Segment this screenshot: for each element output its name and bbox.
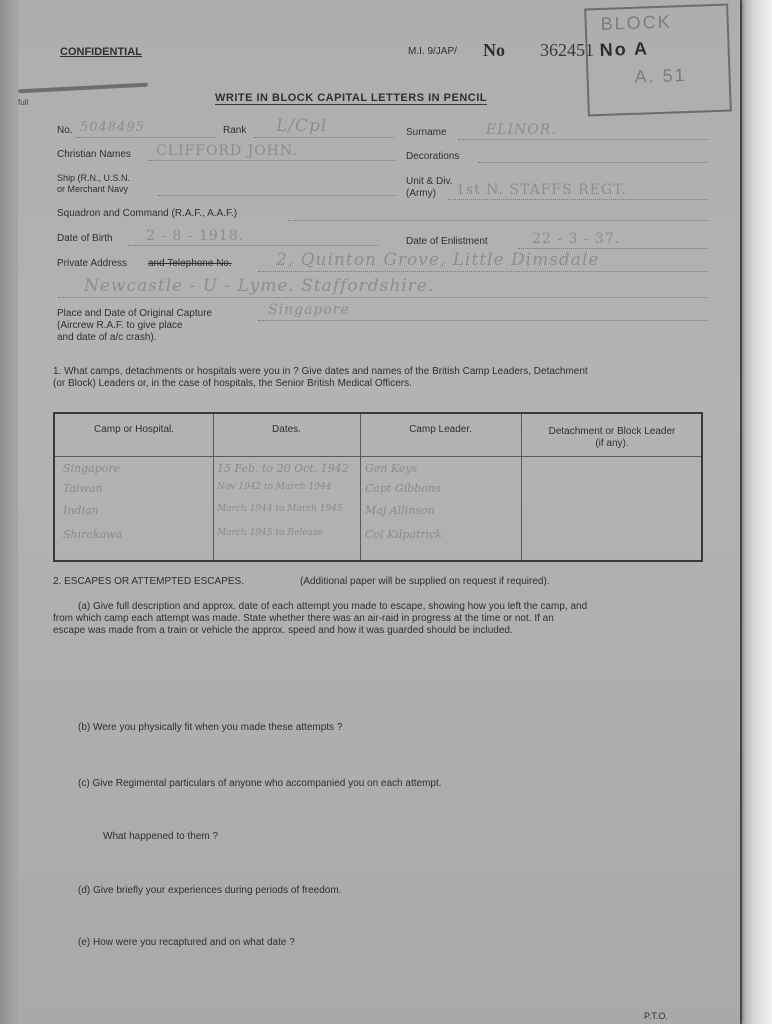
label-squadron: Squadron and Command (R.A.F., A.A.F.) [57,208,238,219]
question-1-line-2: (or Block) Leaders or, in the case of hospitals, the Senior British Medical Officers. [53,378,412,389]
block-stamp [584,4,732,117]
field-line [128,245,378,246]
document-page [18,0,740,1024]
value-no: 5048495 [80,120,145,135]
question-2b: (b) Were you physically fit when you made these attempts ? [78,722,343,733]
value-address-line-1: 2, Quinton Grove, Little Dimsdale [276,250,600,270]
header-camp: Camp or Hospital. [93,424,175,435]
table-cell: Capt Gibbons [365,482,441,495]
instruction-heading: WRITE IN BLOCK CAPITAL LETTERS IN PENCIL [215,92,487,104]
table-cell: Nov 1942 to March 1944 [217,482,332,492]
table-cell: Gen Keys [365,462,418,475]
field-line [258,271,708,272]
table-cell: Maj Allinson [365,504,435,517]
value-rank: L/Cpl [276,116,328,136]
question-1-line-1: 1. What camps, detachments or hospitals were you in ? Give dates and names of the British Camp Leaders, Detachment [53,366,588,377]
table-cell: Indian [63,504,99,517]
form-reference: M.I. 9/JAP/ [408,46,457,57]
table-cell: Taiwan [63,482,103,495]
stamp-line-1: BLOCK [600,11,673,34]
margin-note: full [18,98,29,107]
label-ship-1: Ship (R.N., U.S.N. [57,173,131,183]
header-dates: Dates. [272,424,301,435]
question-2a-line-3: escape was made from a train or vehicle the approx. speed and how it was guarded should be included. [53,625,513,636]
question-2a-line-1: (a) Give full description and approx. date of each attempt you made to escape, showing how you left the camp, and [78,601,588,612]
question-2c-followup: What happened to them ? [103,831,219,842]
label-christian-names: Christian Names [57,149,131,160]
field-line [448,199,708,200]
table-cell: Shirakawa [63,528,123,541]
label-surname: Surname [406,127,447,138]
table-cell: March 1944 to March 1945 [217,504,343,514]
table-cell: 15 Feb. to 20 Oct. 1942 [217,462,349,475]
field-line [478,162,708,163]
field-line [458,139,708,140]
value-unit: 1st N. STAFFS REGT. [456,182,627,198]
label-decorations: Decorations [406,151,460,162]
value-dob: 2 - 8 - 1918. [146,228,245,244]
question-2d: (d) Give briefly your experiences during periods of freedom. [78,885,342,896]
value-address-line-2: Newcastle - U - Lyme. Staffordshire. [84,276,435,296]
field-line [288,220,708,221]
label-enlistment: Date of Enlistment [406,236,488,247]
value-christian-names: CLIFFORD JOHN. [156,143,298,159]
label-rank: Rank [223,125,247,136]
value-enlistment: 22 - 3 - 37. [532,231,621,247]
field-line [158,195,396,196]
question-2-heading: 2. ESCAPES OR ATTEMPTED ESCAPES. [53,576,244,587]
field-line [258,320,708,321]
label-capture-1: Place and Date of Original Capture [57,308,213,319]
label-unit-1: Unit & Div. [406,176,453,187]
label-unit-2: (Army) [406,188,436,199]
column-divider [213,414,214,560]
label-no: No. [57,125,73,136]
confidential-label: CONFIDENTIAL [60,46,142,58]
field-line [148,160,396,161]
question-2e: (e) How were you recaptured and on what date ? [78,937,295,948]
header-divider [55,456,701,457]
value-capture: Singapore [268,302,350,318]
table-cell: Col Kilpatrick [365,528,442,541]
camp-table [53,412,703,562]
question-2c: (c) Give Regimental particulars of anyone who accompanied you on each attempt. [78,778,442,789]
number-symbol: No [483,40,505,60]
field-line [76,137,216,138]
stamp-line-3: A. 51 [634,65,687,87]
label-private-address: Private Address [57,258,128,269]
value-surname: ELINOR. [486,122,557,138]
field-line [58,297,708,298]
label-telephone: and Telephone No. [148,258,232,269]
page-edge [742,0,772,1024]
label-capture-2: (Aircrew R.A.F. to give place [57,320,183,331]
table-cell: March 1945 to Release [217,528,323,538]
binding-string [18,83,148,94]
field-line [518,248,708,249]
header-detachment: Detachment or Block Leader (if any). [548,426,676,449]
label-dob: Date of Birth [57,233,113,244]
question-2a-line-2: from which camp each attempt was made. State whether there was an air-raid in progress at the time or not. If an [53,613,554,624]
table-cell: Singapore [63,462,121,475]
label-capture-3: and date of a/c crash). [57,332,157,343]
column-divider [521,414,522,560]
serial-number: 362451 [540,40,594,60]
field-line [254,137,394,138]
header-camp-leader: Camp Leader. [409,424,472,435]
stamp-line-2: No A [599,38,650,61]
column-divider [360,414,361,560]
label-ship-2: or Merchant Navy [57,184,129,194]
question-2-note: (Additional paper will be supplied on request if required). [300,576,550,587]
page-turn-note: P.T.O. [644,1011,668,1021]
